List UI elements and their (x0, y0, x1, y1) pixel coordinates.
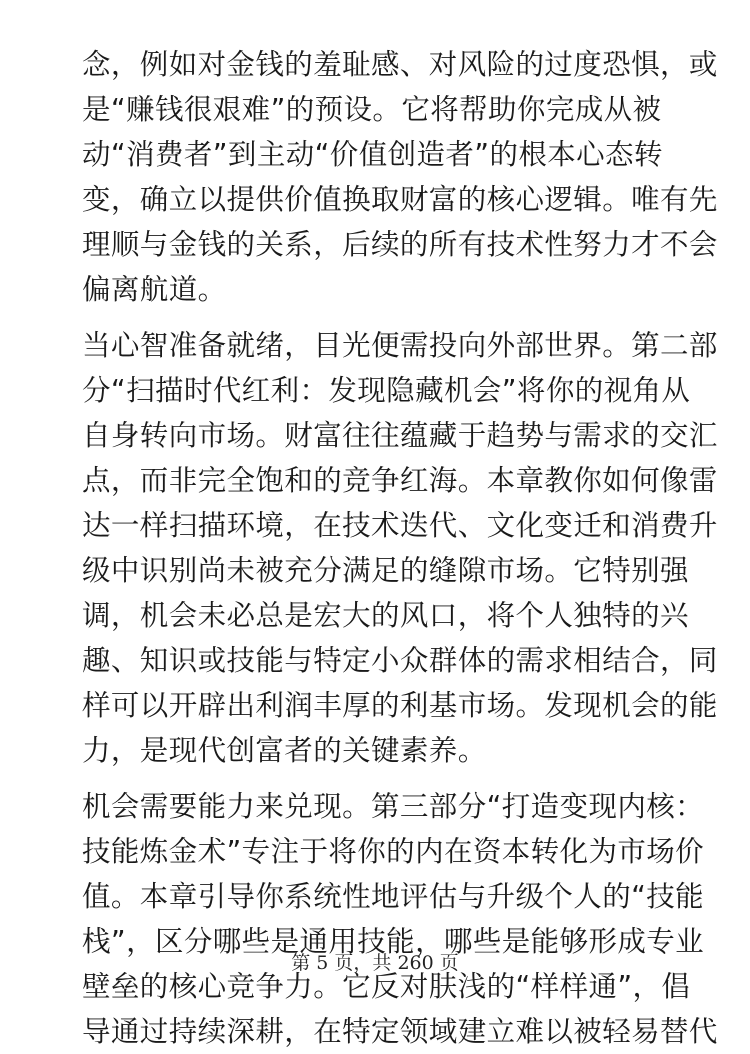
text-line: 达一样扫描环境，在技术迭代、文化变迁和消费升 (82, 509, 718, 542)
text-line: 值。本章引导你系统性地评估与升级个人的“技能 (82, 880, 705, 913)
page-number-footer: 第 5 页，共 260 页 (291, 952, 459, 974)
text-line: 点，而非完全饱和的竞争红海。本章教你如何像雷 (82, 464, 718, 497)
text-line: 栈”，区分哪些是通用技能，哪些是能够形成专业 (82, 925, 705, 958)
text-line: 机会需要能力来兑现。第三部分“打造变现内核： (82, 790, 705, 823)
paragraph-spacer (82, 773, 672, 784)
text-line: 动“消费者”到主动“价值创造者”的根本心态转 (82, 138, 663, 171)
text-line: 是“赚钱很艰难”的预设。它将帮助你完成从被 (82, 93, 662, 126)
text-line: 导通过持续深耕，在特定领域建立难以被轻易替代 (82, 1015, 718, 1048)
text-line: 技能炼金术”专注于将你的内在资本转化为市场价 (82, 835, 705, 868)
text-line: 调，机会未必总是宏大的风口，将个人独特的兴 (82, 599, 689, 632)
text-line: 力，是现代创富者的关键素养。 (82, 734, 487, 767)
text-line: 变，确立以提供价值换取财富的核心逻辑。唯有先 (82, 183, 718, 216)
text-line: 样可以开辟出利润丰厚的利基市场。发现机会的能 (82, 689, 718, 722)
paragraph (82, 323, 718, 773)
paragraph (82, 42, 718, 312)
text-line: 自身转向市场。财富往往蕴藏于趋势与需求的交汇 (82, 419, 718, 452)
text-line: 趣、知识或技能与特定小众群体的需求相结合，同 (82, 644, 718, 677)
paragraph-spacer (82, 312, 672, 323)
text-line: 念，例如对金钱的羞耻感、对风险的过度恐惧，或 (82, 48, 718, 81)
text-line: 偏离航道。 (82, 273, 227, 306)
document-body (82, 42, 718, 1054)
text-line: 壁垒的核心竞争力。它反对肤浅的“样样通”，倡 (82, 970, 691, 1003)
text-line: 分“扫描时代红利：发现隐藏机会”将你的视角从 (82, 374, 691, 407)
text-line: 当心智准备就绪，目光便需投向外部世界。第二部 (82, 329, 718, 362)
text-line: 理顺与金钱的关系，后续的所有技术性努力才不会 (82, 228, 718, 261)
paragraph (82, 784, 718, 1054)
text-line: 级中识别尚未被充分满足的缝隙市场。它特别强 (82, 554, 689, 587)
